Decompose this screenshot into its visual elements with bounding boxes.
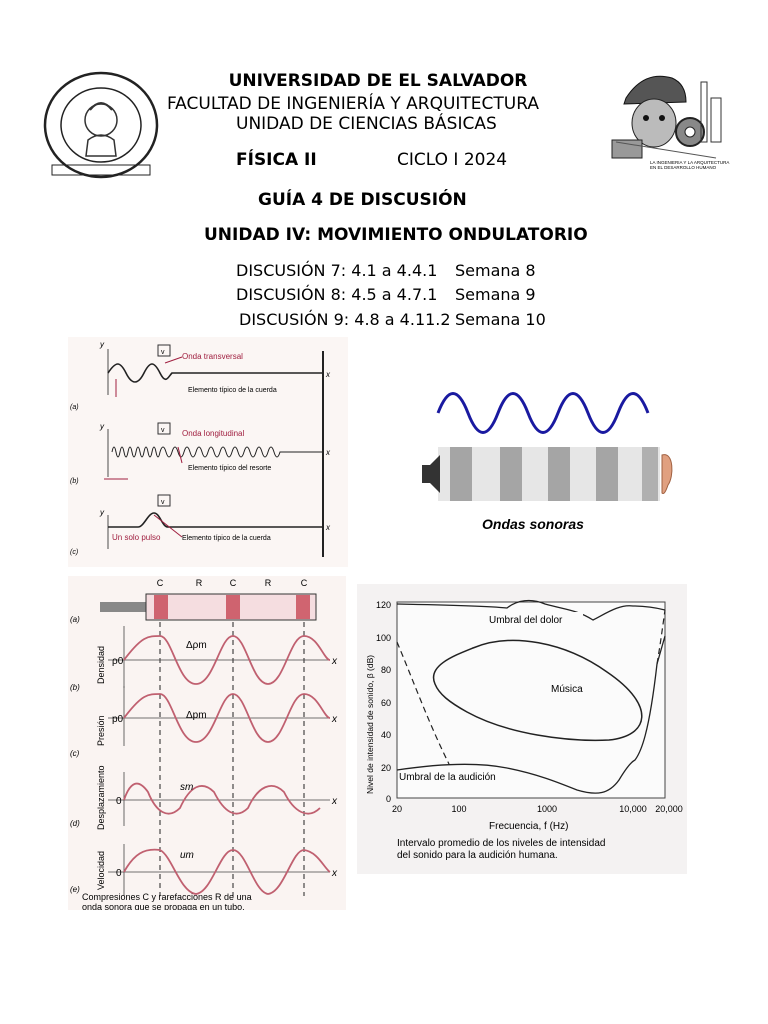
music-label: Música: [551, 684, 583, 695]
xtick-10000: 10,000: [619, 804, 647, 814]
guide-title: GUÍA 4 DE DISCUSIÓN: [258, 190, 467, 210]
label-longitudinal: Onda longitudinal: [182, 429, 245, 438]
zero-e: 0: [116, 868, 122, 879]
label-a: (a): [70, 404, 79, 411]
region-c-1: C: [156, 578, 164, 588]
ytick-100: 100: [375, 633, 391, 643]
v-c: v: [161, 499, 165, 506]
ytick-20: 20: [380, 763, 391, 773]
right-logo: [606, 68, 730, 178]
label-element-spring: Elemento típico del resorte: [188, 465, 272, 472]
schedule-week-9: Semana 10: [455, 310, 546, 329]
xtick-100: 100: [451, 804, 467, 814]
drho-label: Δρm: [186, 640, 207, 651]
speaker-icon: [422, 455, 440, 493]
label-c: (c): [70, 549, 79, 556]
course-name: FÍSICA II: [236, 150, 317, 170]
pressure-label: Presión: [96, 715, 106, 746]
tube-figure: [68, 576, 346, 910]
coil-spring: [112, 447, 323, 457]
sm-label: sm: [180, 782, 194, 793]
x-axis-c: x: [326, 523, 330, 532]
row-a: (a): [70, 615, 80, 624]
university-name: UNIVERSIDAD DE EL SALVADOR: [228, 71, 528, 91]
region-r-1: R: [195, 578, 203, 588]
unit-title: UNIDAD IV: MOVIMIENTO ONDULATORIO: [204, 225, 588, 245]
label-transversal: Onda transversal: [182, 352, 243, 361]
row-b: (b): [70, 683, 80, 692]
x-axis-b: x: [326, 448, 330, 457]
ytick-60: 60: [380, 698, 391, 708]
x-b: x: [332, 656, 337, 667]
schedule-week-8: Semana 9: [455, 285, 536, 304]
pain-label: Umbral del dolor: [489, 615, 563, 626]
x-d: x: [332, 796, 337, 807]
ytick-40: 40: [380, 730, 391, 740]
hearing-xlabel: Frecuencia, f (Hz): [489, 821, 569, 832]
hearing-label: Umbral de la audición: [399, 772, 496, 783]
density-label: Densidad: [96, 645, 106, 684]
ytick-80: 80: [380, 665, 391, 675]
row-d: (d): [70, 819, 80, 828]
x-axis-a: x: [326, 370, 330, 379]
y-axis-a: y: [100, 340, 104, 349]
cycle-label: CICLO I 2024: [397, 150, 508, 170]
wave-types-figure: [68, 337, 348, 567]
schedule-week-7: Semana 8: [455, 261, 536, 280]
right-logo-caption: LA INGENIERIA Y LA ARQUITECTURA EN EL DESARROLLO HUMANO: [650, 160, 730, 170]
unit-name: UNIDAD DE CIENCIAS BÁSICAS: [236, 114, 497, 134]
y-axis-b: y: [100, 422, 104, 431]
ear-icon: [662, 455, 672, 494]
region-r-2: R: [264, 578, 272, 588]
sound-waves-figure: [420, 385, 680, 540]
schedule-row-8: DISCUSIÓN 8: 4.5 a 4.7.1: [236, 285, 438, 304]
tube-caption-2: onda sonora que se propaga en un tubo.: [82, 902, 245, 910]
row-c: (c): [70, 749, 80, 758]
label-pulse: Un solo pulso: [112, 533, 161, 542]
region-c-2: C: [229, 578, 237, 588]
sine-wave: [438, 394, 648, 433]
faculty-name: FACULTAD DE INGENIERÍA Y ARQUITECTURA: [166, 94, 540, 114]
schedule-row-9: DISCUSIÓN 9: 4.8 a 4.11.2: [239, 310, 451, 329]
rho0-label: ρ0: [112, 656, 124, 667]
xtick-20: 20: [391, 804, 403, 814]
hearing-caption-2: del sonido para la audición humana.: [397, 850, 558, 861]
displacement-label: Desplazamiento: [96, 765, 106, 830]
tube-caption-1: Compresiones C y rarefacciones R de una: [82, 892, 252, 902]
hearing-figure: [357, 584, 687, 874]
ytick-120: 120: [375, 600, 391, 610]
um-label: um: [180, 850, 194, 861]
p0-label: p0: [112, 714, 124, 725]
zero-d: 0: [116, 796, 122, 807]
dp-label: Δpm: [186, 710, 207, 721]
row-e: (e): [70, 885, 80, 894]
region-c-3: C: [300, 578, 308, 588]
label-b: (b): [70, 478, 79, 485]
v-a: v: [161, 349, 165, 356]
hearing-ylabel: Nivel de intensidad de sonido, β (dB): [365, 654, 375, 794]
y-axis-c: y: [100, 508, 104, 517]
sound-caption: Ondas sonoras: [482, 516, 584, 532]
label-element-string-c: Elemento típico de la cuerda: [182, 535, 271, 542]
velocity-label: Velocidad: [96, 850, 106, 890]
label-element-string: Elemento típico de la cuerda: [188, 387, 277, 394]
hearing-caption-1: Intervalo promedio de los niveles de intensidad: [397, 838, 606, 849]
xtick-1000: 1000: [536, 804, 558, 814]
v-b: v: [161, 427, 165, 434]
x-c: x: [332, 714, 337, 725]
xtick-20000: 20,000: [655, 804, 683, 814]
schedule-row-7: DISCUSIÓN 7: 4.1 a 4.4.1: [236, 261, 438, 280]
ytick-0: 0: [385, 794, 391, 804]
x-e: x: [332, 868, 337, 879]
